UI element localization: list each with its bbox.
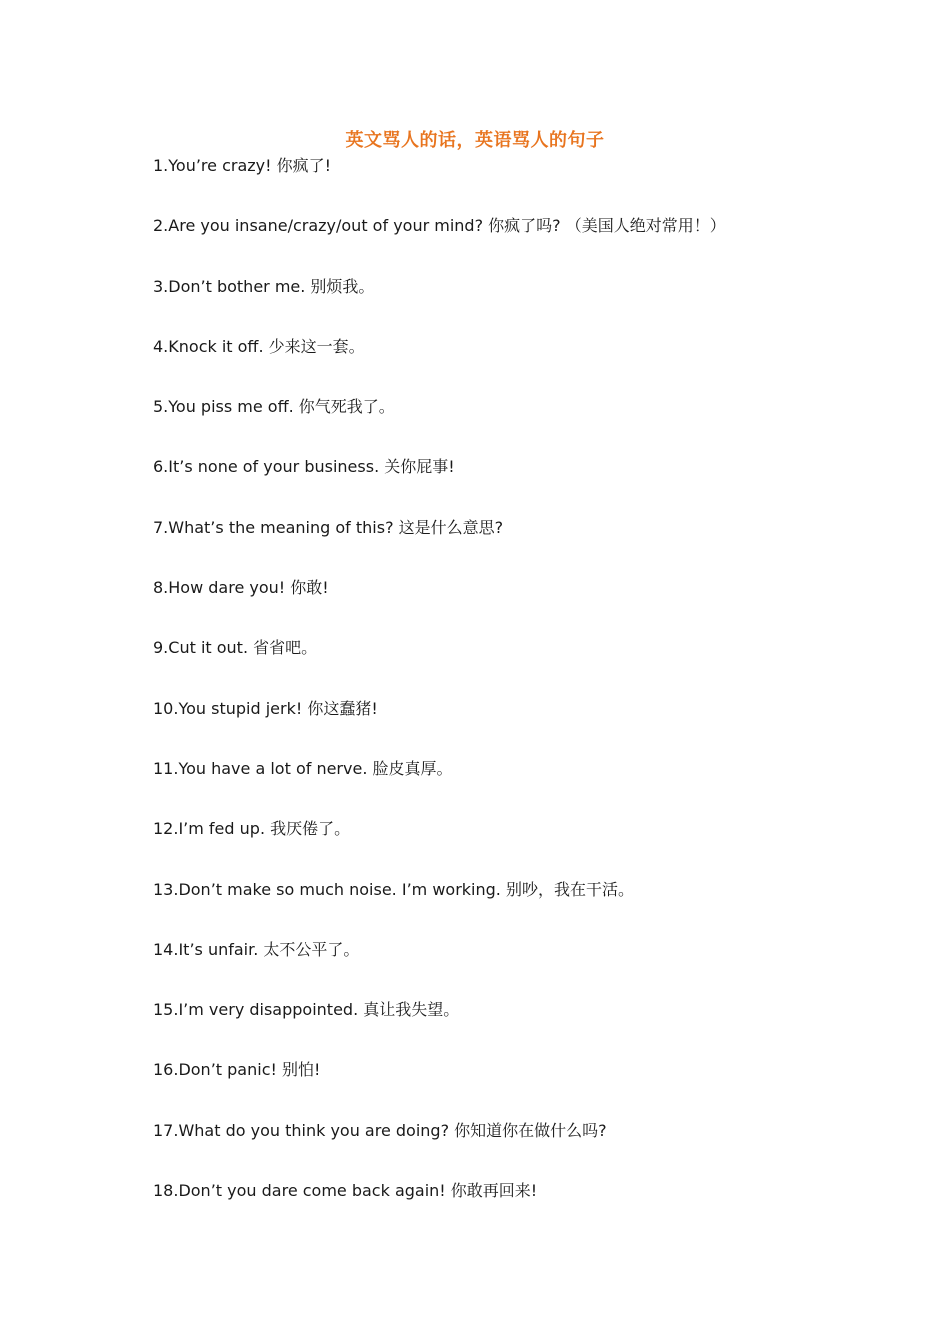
phrase-line: 13.Don’t make so much noise. I’m working. 别吵，我在干活。 [153,879,634,899]
phrase-line: 7.What’s the meaning of this? 这是什么意思? [153,517,504,537]
phrase-line: 1.You’re crazy! 你疯了! [153,156,332,175]
phrase-line: 3.Don’t bother me. 别烦我。 [153,276,375,296]
phrase-line: 17.What do you think you are doing? 你知道你在做什么吗? [153,1120,607,1140]
phrase-line: 15.I’m very disappointed. 真让我失望。 [153,1000,460,1020]
phrase-list [153,155,913,1240]
phrase-line: 14.It’s unfair. 太不公平了。 [153,939,360,959]
phrase-line: 18.Don’t you dare come back again! 你敢再回来! [153,1181,538,1201]
phrase-line: 16.Don’t panic! 别怕! [153,1060,321,1080]
phrase-line: 4.Knock it off. 少来这一套。 [153,336,365,356]
phrase-line: 8.How dare you! 你敢! [153,578,329,598]
phrase-line: 9.Cut it out. 省省吧。 [153,638,318,658]
phrase-line: 5.You piss me off. 你气死我了。 [153,397,395,417]
phrase-line: 11.You have a lot of nerve. 脸皮真厚。 [153,758,453,778]
phrase-line: 6.It’s none of your business. 关你屁事! [153,457,455,477]
document-title: 英文骂人的话，英语骂人的句子 [345,130,605,151]
phrase-line: 12.I’m fed up. 我厌倦了。 [153,819,351,839]
phrase-line: 10.You stupid jerk! 你这蠢猪! [153,698,378,718]
phrase-line: 2.Are you insane/crazy/out of your mind? 你疯了吗? （美国人绝对常用！） [153,216,726,236]
